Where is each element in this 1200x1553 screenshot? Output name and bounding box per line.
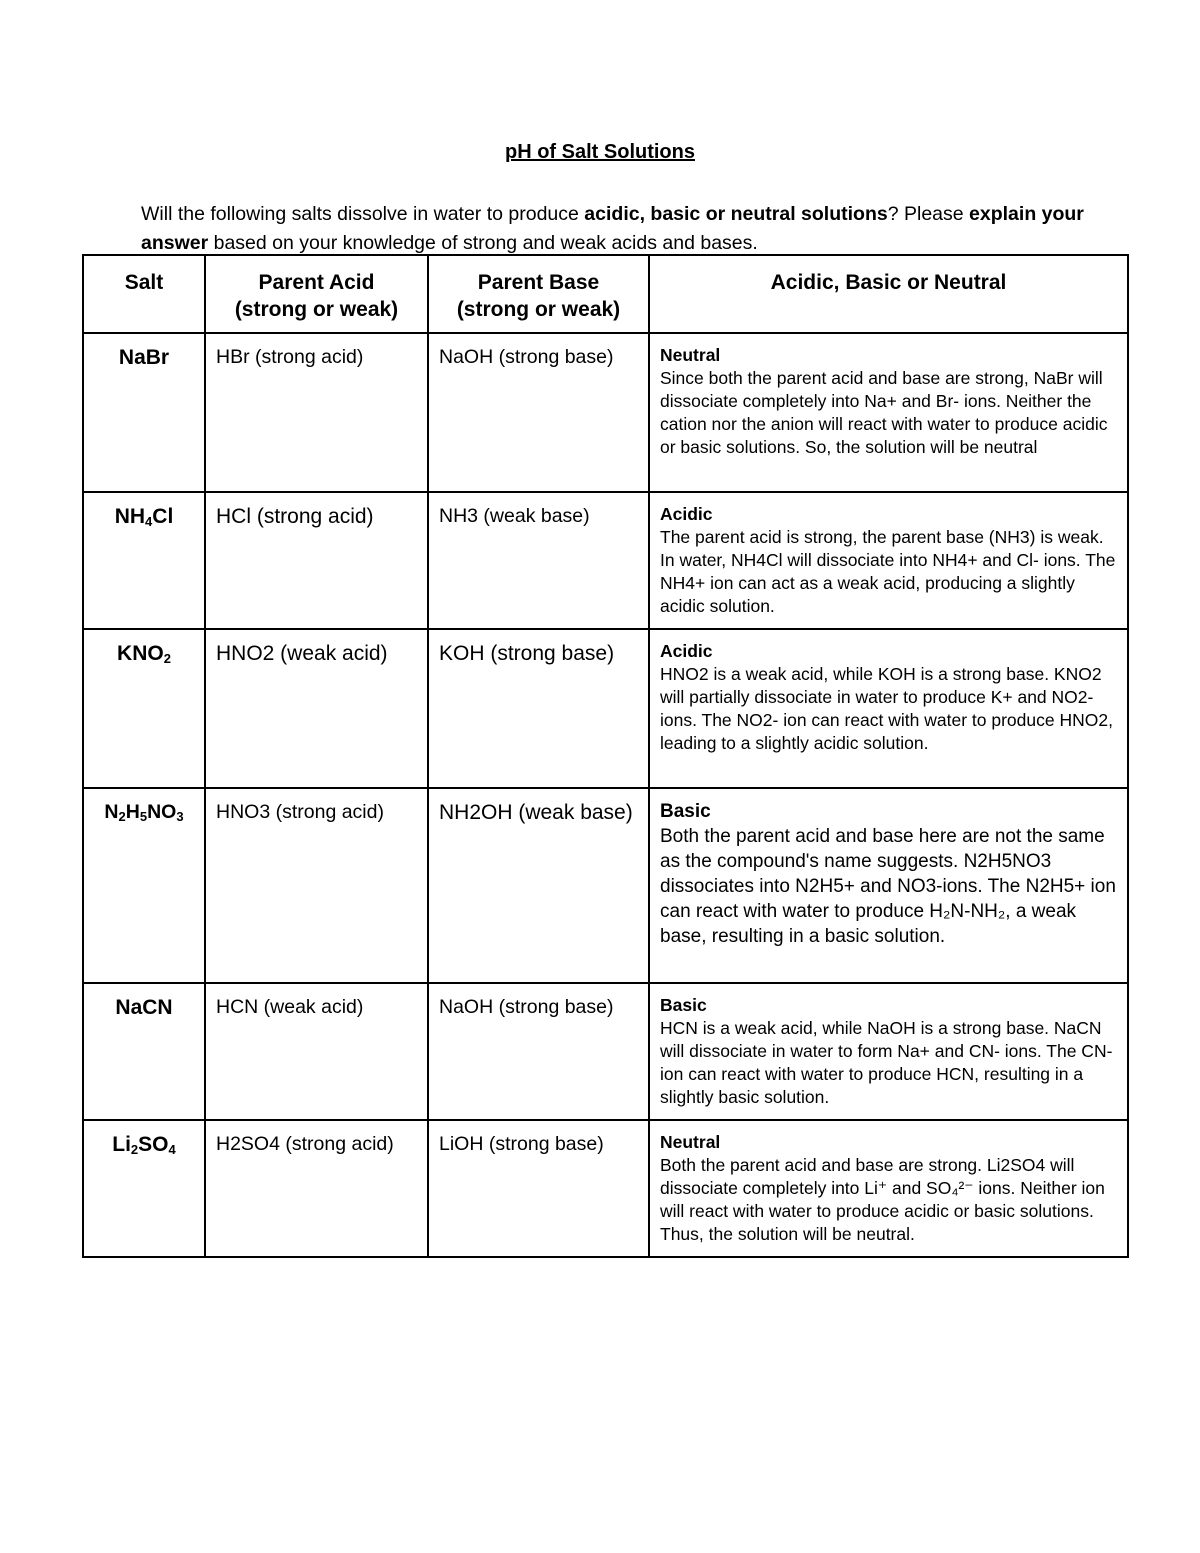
instructions-text: Will the following salts dissolve in water to produce xyxy=(141,203,585,225)
parent-base-cell: LiOH (strong base) xyxy=(428,1120,649,1257)
salt-table xyxy=(82,254,1129,1258)
answer-verdict: Neutral xyxy=(660,1132,721,1152)
salt-formula: $KNO_2$ xyxy=(83,629,205,788)
answer-explanation: The parent acid is strong, the parent base (NH3) is weak. In water, NH4Cl will dissociate into NH4+ and Cl- ions. The NH4+ ion can act as a weak acid, producing a slightly acidic solution. xyxy=(660,527,1116,616)
instructions-emphasis: acidic, basic or neutral solutions xyxy=(584,203,888,225)
answer-cell xyxy=(649,1120,1128,1257)
answer-verdict: Basic xyxy=(660,995,707,1015)
answer-cell xyxy=(649,492,1128,629)
answer-cell xyxy=(649,788,1128,983)
table-row xyxy=(83,333,1128,492)
header-salt xyxy=(83,255,205,333)
salt-formula: NaCN xyxy=(83,983,205,1120)
parent-base-cell: NH2OH (weak base) xyxy=(428,788,649,983)
parent-acid-cell: H2SO4 (strong acid) xyxy=(205,1120,428,1257)
header-parent-acid xyxy=(205,255,428,333)
instructions xyxy=(141,200,1101,258)
header-parent-acid-sublabel: (strong or weak) xyxy=(234,298,399,321)
table-row xyxy=(83,492,1128,629)
answer-cell xyxy=(649,333,1128,492)
parent-acid-cell: HNO3 (strong acid) xyxy=(205,788,428,983)
parent-base-cell: NH3 (weak base) xyxy=(428,492,649,629)
table-row xyxy=(83,788,1128,983)
salt-formula: $Li_2SO_4$ xyxy=(83,1120,205,1257)
salt-formula: $N_2H_5NO_3$ xyxy=(83,788,205,983)
page-title: pH of Salt Solutions xyxy=(505,141,695,163)
answer-explanation: HCN is a weak acid, while NaOH is a strong base. NaCN will dissociate in water to form Na+ and CN- ions. The CN- ion can react with water to produce HCN, resulting in a slightly basic solution. xyxy=(660,1018,1113,1107)
answer-verdict: Acidic xyxy=(660,504,713,524)
parent-acid-cell: HCl (strong acid) xyxy=(205,492,428,629)
answer-cell xyxy=(649,629,1128,788)
header-verdict-label: Acidic, Basic or Neutral xyxy=(770,271,1007,294)
table-row xyxy=(83,983,1128,1120)
answer-cell xyxy=(649,983,1128,1120)
answer-explanation: Both the parent acid and base are strong. Li2SO4 will dissociate completely into Li⁺ and SO₄²⁻ ions. Neither ion will react with water to produce acidic or basic solutions. Thus, the solution will be neutral. xyxy=(660,1155,1105,1244)
answer-explanation: HNO2 is a weak acid, while KOH is a strong base. KNO2 will partially dissociate in water to produce K+ and NO2- ions. The NO2- ion can react with water to produce HNO2, leading to a slightly acidic solution. xyxy=(660,664,1113,753)
instructions-emphasis: explain your answer xyxy=(141,203,1084,254)
parent-acid-cell: HBr (strong acid) xyxy=(205,333,428,492)
table-header-row xyxy=(83,255,1128,333)
header-parent-base-sublabel: (strong or weak) xyxy=(456,298,621,321)
parent-acid-cell: HNO2 (weak acid) xyxy=(205,629,428,788)
answer-verdict: Acidic xyxy=(660,641,713,661)
header-parent-base xyxy=(428,255,649,333)
parent-base-cell: NaOH (strong base) xyxy=(428,983,649,1120)
answer-explanation: Since both the parent acid and base are strong, NaBr will dissociate completely into Na+ and Br- ions. Neither the cation nor the anion will react with water to produce acidic or basic solutions. So, the solution will be neutral xyxy=(660,368,1108,457)
header-parent-acid-label: Parent Acid xyxy=(258,271,375,294)
salt-formula: NaBr xyxy=(83,333,205,492)
instructions-text: ? Please xyxy=(887,203,970,225)
header-parent-base-label: Parent Base xyxy=(477,271,600,294)
answer-explanation: Both the parent acid and base here are not the same as the compound's name suggests. N2H5NO3 dissociates into N2H5+ and NO3-ions. The N2H5+ ion can react with water to produce H₂N-NH₂, a weak base, resulting in a basic solution. xyxy=(660,826,1116,947)
header-salt-label: Salt xyxy=(124,271,164,294)
table-row xyxy=(83,1120,1128,1257)
parent-acid-cell: HCN (weak acid) xyxy=(205,983,428,1120)
instructions-text: based on your knowledge of strong and weak acids and bases. xyxy=(208,232,758,254)
parent-base-cell: KOH (strong base) xyxy=(428,629,649,788)
salt-formula: $NH_4Cl$ xyxy=(83,492,205,629)
answer-verdict: Neutral xyxy=(660,345,721,365)
parent-base-cell: NaOH (strong base) xyxy=(428,333,649,492)
answer-verdict: Basic xyxy=(660,801,711,822)
header-verdict xyxy=(649,255,1128,333)
table-row xyxy=(83,629,1128,788)
